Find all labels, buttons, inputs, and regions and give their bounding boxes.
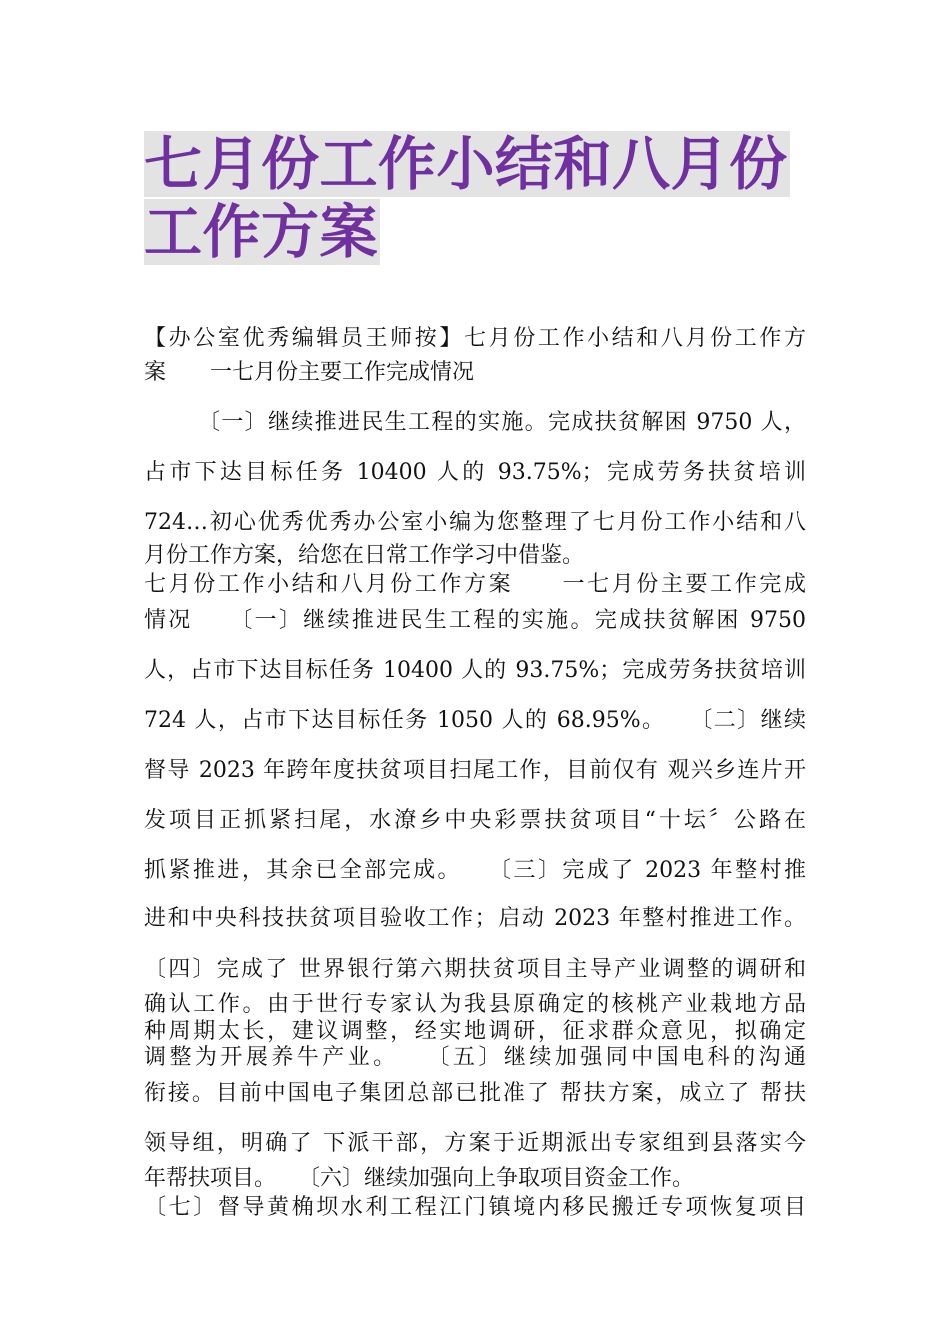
body-line-22: 〔七〕督导黄桷坝水利工程江门镇境内移民搬迁专项恢复项目 xyxy=(144,1195,806,1220)
body-line-3: 〔一〕继续推进民生工程的实施。完成扶贫解困 9750 人， xyxy=(198,410,806,435)
body-line-16: 确认工作。由于世行专家认为我县原确定的核桃产业栽地方品 xyxy=(144,992,806,1017)
body-line-15: 〔四〕完成了 世界银行第六期扶贫项目主导产业调整的调研和 xyxy=(144,957,806,982)
body-line-12: 发项目正抓紧扫尾，水潦乡中央彩票扶贫项目“十坛〞公路在 xyxy=(144,808,806,833)
body-line-21: 年帮扶项目。 〔六〕继续加强向上争取项目资金工作。 xyxy=(144,1166,695,1191)
body-line-19: 衔接。目前中国电子集团总部已批准了 帮扶方案，成立了 帮扶 xyxy=(144,1081,806,1106)
body-line-20: 领导组，明确了 下派干部，方案于近期派出专家组到县落实今 xyxy=(144,1131,806,1156)
body-line-10: 724 人，占市下达目标任务 1050 人的 68.95%。 〔二〕继续 xyxy=(144,708,806,733)
body-line-4: 占市下达目标任务 10400 人的 93.75%；完成劳务扶贫培训 xyxy=(144,460,806,485)
body-line-18: 调整为开展养牛产业。 〔五〕继续加强同中国电科的沟通 xyxy=(144,1045,806,1070)
body-line-9: 人，占市下达目标任务 10400 人的 93.75%；完成劳务扶贫培训 xyxy=(144,658,806,683)
body-line-8: 情况 〔一〕继续推进民生工程的实施。完成扶贫解困 9750 xyxy=(144,608,806,633)
document-title-line-2: 工作方案 xyxy=(144,198,379,266)
body-line-2: 案 一七月份主要工作完成情况 xyxy=(144,360,475,385)
body-line-5: 724…初心优秀优秀办公室小编为您整理了七月份工作小结和八 xyxy=(144,510,806,535)
body-line-7: 七月份工作小结和八月份工作方案 一七月份主要工作完成 xyxy=(144,572,806,597)
body-line-1: 【办公室优秀编辑员王师按】七月份工作小结和八月份工作方 xyxy=(144,326,806,351)
body-line-13: 抓紧推进，其余已全部完成。 〔三〕完成了 2023 年整村推 xyxy=(144,858,806,883)
document-title-line-1: 七月份工作小结和八月份 xyxy=(144,130,788,198)
body-line-11: 督导 2023 年跨年度扶贫项目扫尾工作，目前仅有 观兴乡连片开 xyxy=(144,758,806,783)
body-line-14: 进和中央科技扶贫项目验收工作；启动 2023 年整村推进工作。 xyxy=(144,906,806,931)
body-line-6: 月份工作方案，给您在日常工作学习中借鉴。 xyxy=(144,543,585,568)
body-line-17: 种周期太长，建议调整，经实地调研，征求群众意见，拟确定 xyxy=(144,1019,806,1044)
